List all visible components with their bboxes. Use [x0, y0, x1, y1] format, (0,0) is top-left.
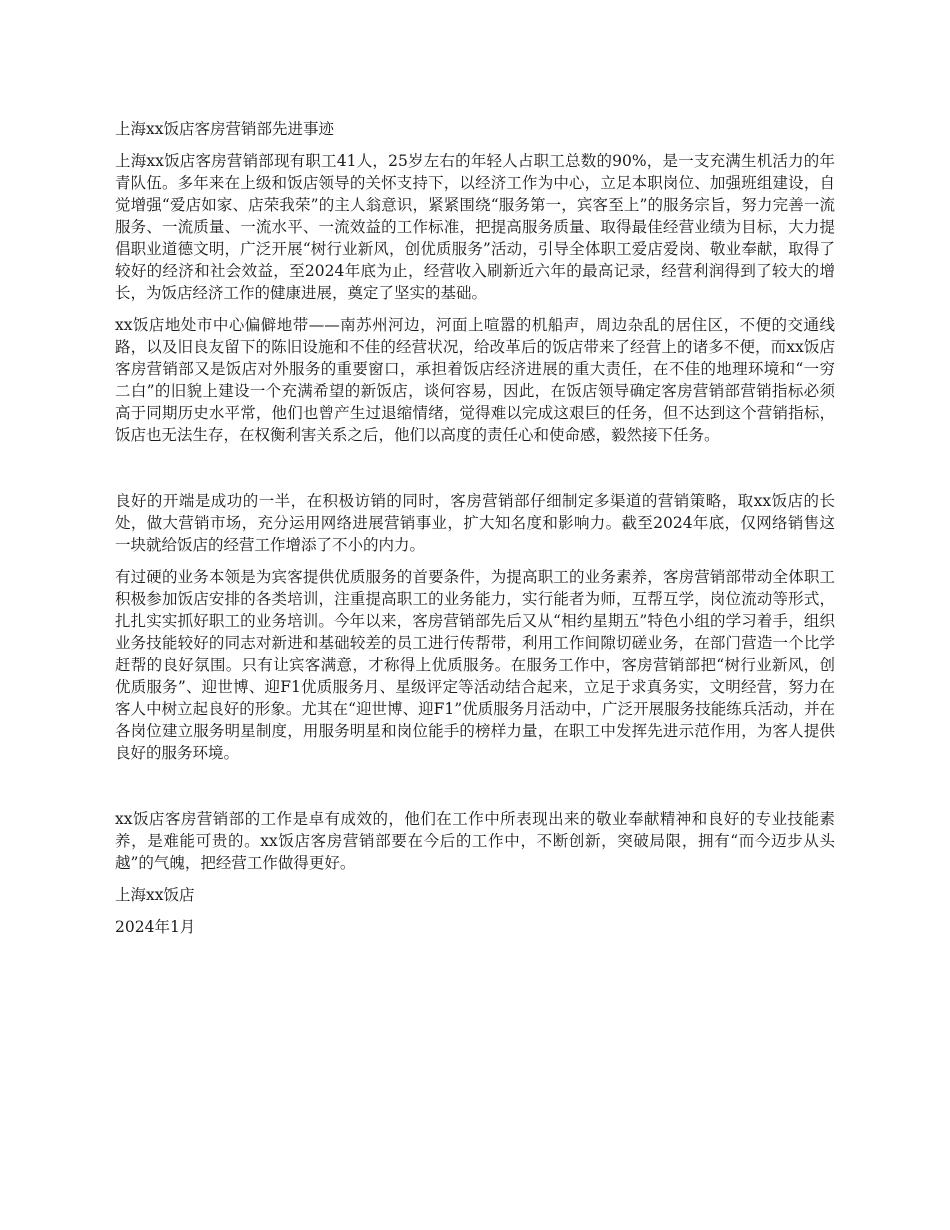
paragraph-location: xx饭店地处市中心偏僻地带——南苏州河边，河面上喧嚣的机船声，周边杂乱的居住区，不便的交通线路，以及旧良友留下的陈旧设施和不佳的经营状况，给改革后的饭店带来了经营上的诸多不便，而xx饭店客房营销部又是饭店对外服务的重要窗口，承担着饭店经济进展的重大责任，在不佳的地理环境和“一穷二白”的旧貌上建设一个充满希望的新饭店，谈何容易，因此，在饭店领导确定客房营销部营销指标必须高于同期历史水平常，他们也曾产生过退缩情绪，觉得难以完成这艰巨的任务，但不达到这个营销指标，饭店也无法生存，在权衡利害关系之后，他们以高度的责任心和使命感，毅然接下任务。: [115, 316, 835, 444]
blank-gap: [115, 774, 835, 808]
document-date: 2024年1月: [115, 918, 196, 936]
paragraph-conclusion: xx饭店客房营销部的工作是卓有成效的，他们在工作中所表现出来的敬业奉献精神和良好的专业技能素养，是难能可贵的。xx饭店客房营销部要在今后的工作中，不断创新，突破局限，拥有“而今迈步从头越”的气魄，把经营工作做得更好。: [115, 810, 835, 872]
paragraph-training: 有过硬的业务本领是为宾客提供优质服务的首要条件，为提高职工的业务素养，客房营销部带动全体职工积极参加饭店安排的各类培训，注重提高职工的业务能力，实行能者为师，互帮互学，岗位流动等形式，扎扎实实抓好职工的业务培训。今年以来，客房营销部先后又从“相约星期五”特色小组的学习着手，组织业务技能较好的同志对新进和基础较差的员工进行传帮带，利用工作间隙切磋业务，在部门营造一个比学赶帮的良好氛围。只有让宾客满意，才称得上优质服务。在服务工作中，客房营销部把“树行业新风，创优质服务”、迎世博、迎F1优质服务月、星级评定等活动结合起来，立足于求真务实，文明经营，努力在客人中树立起良好的形象。尤其在“迎世博、迎F1”优质服务月活动中，广泛开展服务技能练兵活动，并在各岗位建立服务明星制度，用服务明星和岗位能手的榜样力量，在职工中发挥先进示范作用，为客人提供良好的服务环境。: [115, 568, 835, 762]
blank-gap: [115, 456, 835, 490]
document-page: [115, 118, 835, 948]
paragraph-marketing: 良好的开端是成功的一半，在积极访销的同时，客房营销部仔细制定多渠道的营销策略，取xx饭店的长处，做大营销市场，充分运用网络进展营销事业，扩大知名度和影响力。截至2024年底，仅网络销售这一块就给饭店的经营工作增添了不小的内力。: [115, 492, 835, 554]
paragraph-intro: 上海xx饭店客房营销部现有职工41人，25岁左右的年轻人占职工总数的90%，是一支充满生机活力的年青队伍。多年来在上级和饭店领导的关怀支持下，以经济工作为中心，立足本职岗位、加强班组建设，自觉增强“爱店如家、店荣我荣”的主人翁意识，紧紧围绕“服务第一，宾客至上”的服务宗旨，努力完善一流服务、一流质量、一流水平、一流效益的工作标准，把提高服务质量、取得最佳经营业绩为目标，大力提倡职业道德文明，广泛开展“树行业新风，创优质服务”活动，引导全体职工爱店爱岗、敬业奉献，取得了较好的经济和社会效益，至2024年底为止，经营收入刷新近六年的最高记录，经营利润得到了较大的增长，为饭店经济工作的健康进展，奠定了坚实的基础。: [115, 152, 835, 302]
signature: 上海xx饭店: [115, 886, 195, 904]
document-title: 上海xx饭店客房营销部先进事迹: [115, 120, 334, 138]
